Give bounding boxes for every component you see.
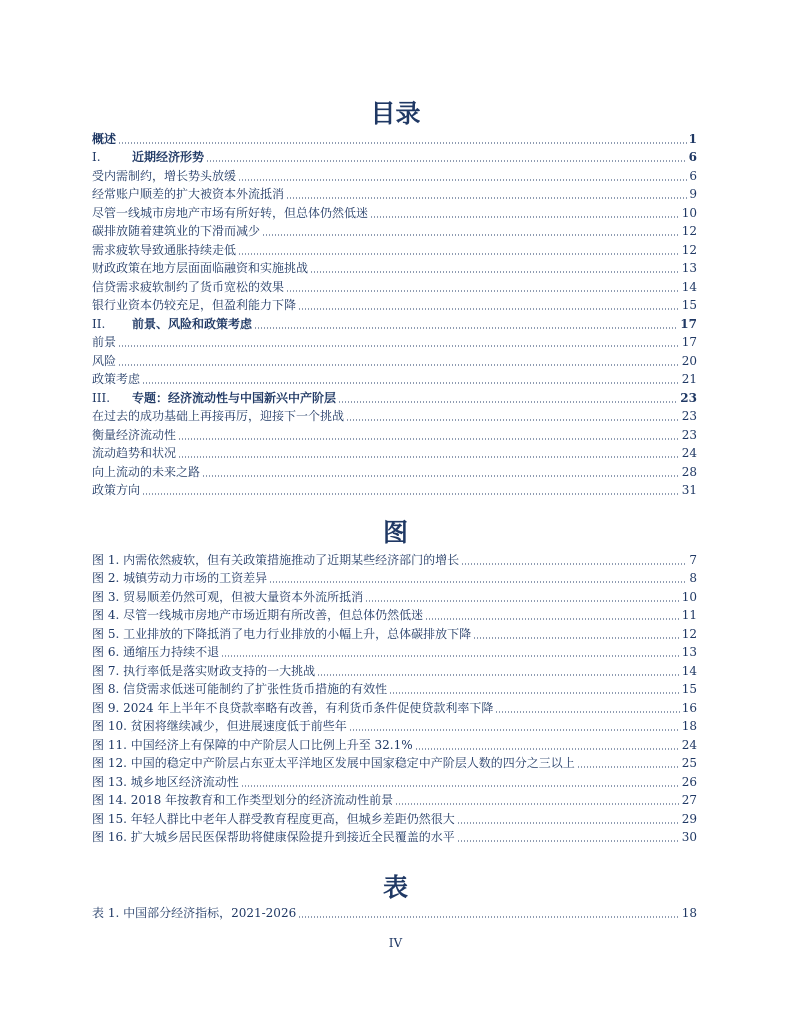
entry-label: 图 1. 内需依然疲软，但有关政策措施推动了近期某些经济部门的增长 <box>92 552 460 567</box>
entry-page-number: 30 <box>681 830 697 844</box>
table-entry[interactable] <box>92 902 697 921</box>
figure-entry[interactable] <box>92 549 697 568</box>
entry-page-number: 6 <box>688 150 697 164</box>
figure-entry[interactable] <box>92 697 697 716</box>
toc-entry[interactable] <box>92 258 697 277</box>
entry-label: 需求疲软导致通胀持续走低 <box>92 242 237 257</box>
dot-leader <box>298 308 680 310</box>
dot-leader <box>338 401 678 403</box>
toc-entry[interactable] <box>92 165 697 184</box>
dot-leader <box>118 142 687 144</box>
toc-entry[interactable] <box>92 184 697 203</box>
toc-entry[interactable] <box>92 128 697 147</box>
figure-entry[interactable] <box>92 716 697 735</box>
toc-entry[interactable] <box>92 202 697 221</box>
entry-page-number: 12 <box>681 626 697 641</box>
figure-entry[interactable] <box>92 734 697 753</box>
entry-label: 经常账户顺差的扩大被资本外流抵消 <box>92 187 285 201</box>
figure-entry[interactable] <box>92 771 697 790</box>
entry-label: 衡量经济流动性 <box>92 427 177 442</box>
toc-entry[interactable] <box>92 461 697 480</box>
dot-leader <box>577 766 680 768</box>
toc-entry[interactable] <box>92 147 697 166</box>
dot-leader <box>221 655 680 657</box>
entry-label: 前景 <box>92 335 117 349</box>
dot-leader <box>118 364 680 366</box>
entry-label: 表 1. 中国部分经济指标，2021-2026 <box>92 905 297 920</box>
dot-leader <box>286 290 680 292</box>
toc-entry[interactable] <box>92 480 697 499</box>
entry-label: 图 4. 尽管一线城市房地产市场近期有所改善，但总体仍然低迷 <box>92 608 424 622</box>
entry-page-number: 15 <box>681 682 697 696</box>
dot-leader <box>461 563 687 565</box>
dot-leader <box>202 475 680 477</box>
dot-leader <box>457 840 680 842</box>
dot-leader <box>346 419 680 421</box>
entry-label: 图 3. 贸易顺差仍然可观，但被大量资本外流所抵消 <box>92 589 364 604</box>
entry-label: 在过去的成功基础上再接再厉，迎接下一个挑战 <box>92 409 345 423</box>
entry-label: 图 15. 年轻人群比中老年人群受教育程度更高，但城乡差距仍然很大 <box>92 811 455 826</box>
entry-label: 图 16. 扩大城乡居民医保帮助将健康保险提升到接近全民覆盖的水平 <box>92 830 455 844</box>
toc-entry[interactable] <box>92 387 697 406</box>
entry-label: 图 9. 2024 年上半年不良贷款率略有改善，有利货币条件促使贷款利率下降 <box>92 700 494 715</box>
entry-page-number: 6 <box>689 168 697 183</box>
entry-page-number: 23 <box>681 427 697 442</box>
toc-entry[interactable] <box>92 369 697 388</box>
dot-leader <box>254 327 678 329</box>
toc-entry[interactable] <box>92 406 697 425</box>
entry-page-number: 26 <box>681 774 697 789</box>
entry-label: 图 7. 执行率低是落实财政支持的一大挑战 <box>92 663 316 678</box>
entry-page-number: 16 <box>681 700 697 715</box>
figures-list <box>92 549 697 845</box>
entry-label: 向上流动的未来之路 <box>92 464 201 479</box>
entry-page-number: 12 <box>681 224 697 238</box>
entry-page-number: 20 <box>681 353 697 368</box>
entry-page-number: 7 <box>689 552 697 567</box>
entry-label: 银行业资本仍较充足，但盈利能力下降 <box>92 298 297 312</box>
entry-label: 图 13. 城乡地区经济流动性 <box>92 774 239 789</box>
figure-entry[interactable] <box>92 827 697 846</box>
dot-leader <box>349 729 680 731</box>
entry-page-number: 21 <box>681 372 697 386</box>
toc-entry[interactable] <box>92 295 697 314</box>
figure-entry[interactable] <box>92 642 697 661</box>
entry-page-number: 24 <box>681 446 697 460</box>
entry-label: 财政政策在地方层面面临融资和实施挑战 <box>92 261 309 275</box>
figure-entry[interactable] <box>92 660 697 679</box>
entry-page-number: 25 <box>681 756 697 770</box>
entry-label: 图 12. 中国的稳定中产阶层占东亚太平洋地区发展中国家稳定中产阶层人数的四分之三以上 <box>92 756 575 770</box>
figure-entry[interactable] <box>92 605 697 624</box>
dot-leader <box>310 271 680 273</box>
dot-leader <box>389 692 680 694</box>
entry-page-number: 17 <box>680 316 697 331</box>
dot-leader <box>395 803 680 805</box>
toc-entry[interactable] <box>92 239 697 258</box>
figure-entry[interactable] <box>92 586 697 605</box>
page-number-footer: IV <box>388 936 403 950</box>
entry-label: 图 10. 贫困将继续减少，但进展速度低于前些年 <box>92 719 347 733</box>
entry-page-number: 14 <box>681 663 697 678</box>
dot-leader <box>178 456 680 458</box>
entry-label: 专题：经济流动性与中国新兴中产阶层 <box>132 390 337 405</box>
contents-heading: 目录 <box>370 99 421 128</box>
figure-entry[interactable] <box>92 623 697 642</box>
entry-page-number: 23 <box>681 409 697 423</box>
toc-entry[interactable] <box>92 276 697 295</box>
entry-page-number: 18 <box>681 905 697 920</box>
entry-page-number: 14 <box>681 279 697 294</box>
entry-label: 图 11. 中国经济上有保障的中产阶层人口比例上升至 32.1% <box>92 737 413 752</box>
entry-page-number: 24 <box>681 737 697 752</box>
dot-leader <box>238 253 680 255</box>
dot-leader <box>178 438 680 440</box>
entry-page-number: 18 <box>681 719 697 733</box>
dot-leader <box>415 748 680 750</box>
entry-page-number: 12 <box>681 242 697 257</box>
dot-leader <box>269 581 687 583</box>
dot-leader <box>365 600 680 602</box>
figure-entry[interactable] <box>92 568 697 587</box>
dot-leader <box>495 711 679 713</box>
dot-leader <box>241 785 680 787</box>
tables-heading: 表 <box>382 873 408 902</box>
dot-leader <box>118 345 680 347</box>
entry-page-number: 27 <box>681 793 697 807</box>
section-number: II. <box>92 316 106 331</box>
figure-entry[interactable] <box>92 790 697 809</box>
entry-page-number: 17 <box>681 335 697 349</box>
toc-entry[interactable] <box>92 443 697 462</box>
entry-page-number: 10 <box>681 589 697 604</box>
toc-entry[interactable] <box>92 332 697 351</box>
entry-label: 风险 <box>92 353 117 368</box>
dot-leader <box>298 916 680 918</box>
figure-entry[interactable] <box>92 808 697 827</box>
entry-label: 图 5. 工业排放的下降抵消了电力行业排放的小幅上升，总体碳排放下降 <box>92 626 472 641</box>
entry-page-number: 8 <box>689 571 697 585</box>
entry-page-number: 28 <box>681 464 697 479</box>
tables-list <box>92 902 697 921</box>
section-number: I. <box>92 150 101 164</box>
entry-page-number: 10 <box>681 205 697 220</box>
figures-heading: 图 <box>382 518 408 547</box>
entry-label: 图 8. 信贷需求低迷可能制约了扩张性货币措施的有效性 <box>92 682 388 696</box>
dot-leader <box>457 822 680 824</box>
contents-list <box>92 128 697 498</box>
dot-leader <box>142 493 680 495</box>
figure-entry[interactable] <box>92 753 697 772</box>
entry-label: 流动趋势和状况 <box>92 446 177 460</box>
entry-page-number: 13 <box>681 261 697 275</box>
entry-page-number: 31 <box>681 483 697 497</box>
entry-page-number: 15 <box>681 298 697 312</box>
entry-label: 图 6. 通缩压力持续不退 <box>92 645 220 659</box>
entry-label: 碳排放随着建筑业的下滑而减少 <box>92 224 261 238</box>
dot-leader <box>238 179 687 181</box>
toc-entry[interactable] <box>92 221 697 240</box>
entry-page-number: 23 <box>680 390 697 405</box>
entry-label: 图 2. 城镇劳动力市场的工资差异 <box>92 571 268 585</box>
dot-leader <box>206 160 687 162</box>
entry-label: 近期经济形势 <box>132 150 205 164</box>
dot-leader <box>473 637 680 639</box>
entry-label: 信贷需求疲软制约了货币宽松的效果 <box>92 279 285 294</box>
entry-label: 前景、风险和政策考虑 <box>132 316 253 331</box>
entry-label: 政策方向 <box>92 483 141 497</box>
entry-page-number: 9 <box>689 187 697 201</box>
entry-label: 概述 <box>92 131 117 146</box>
entry-page-number: 1 <box>688 131 697 146</box>
entry-label: 政策考虑 <box>92 372 141 386</box>
dot-leader <box>262 234 680 236</box>
toc-entry[interactable] <box>92 424 697 443</box>
dot-leader <box>286 197 687 199</box>
dot-leader <box>370 216 680 218</box>
entry-label: 图 14. 2018 年按教育和工作类型划分的经济流动性前景 <box>92 793 394 807</box>
entry-page-number: 13 <box>681 645 697 659</box>
entry-page-number: 11 <box>681 608 697 622</box>
dot-leader <box>425 618 680 620</box>
section-number: III. <box>92 390 111 405</box>
entry-label: 尽管一线城市房地产市场有所好转，但总体仍然低迷 <box>92 205 369 220</box>
entry-page-number: 29 <box>681 811 697 826</box>
entry-label: 受内需制约，增长势头放缓 <box>92 168 237 183</box>
dot-leader <box>317 674 680 676</box>
toc-entry[interactable] <box>92 313 697 332</box>
toc-entry[interactable] <box>92 350 697 369</box>
dot-leader <box>142 382 680 384</box>
figure-entry[interactable] <box>92 679 697 698</box>
